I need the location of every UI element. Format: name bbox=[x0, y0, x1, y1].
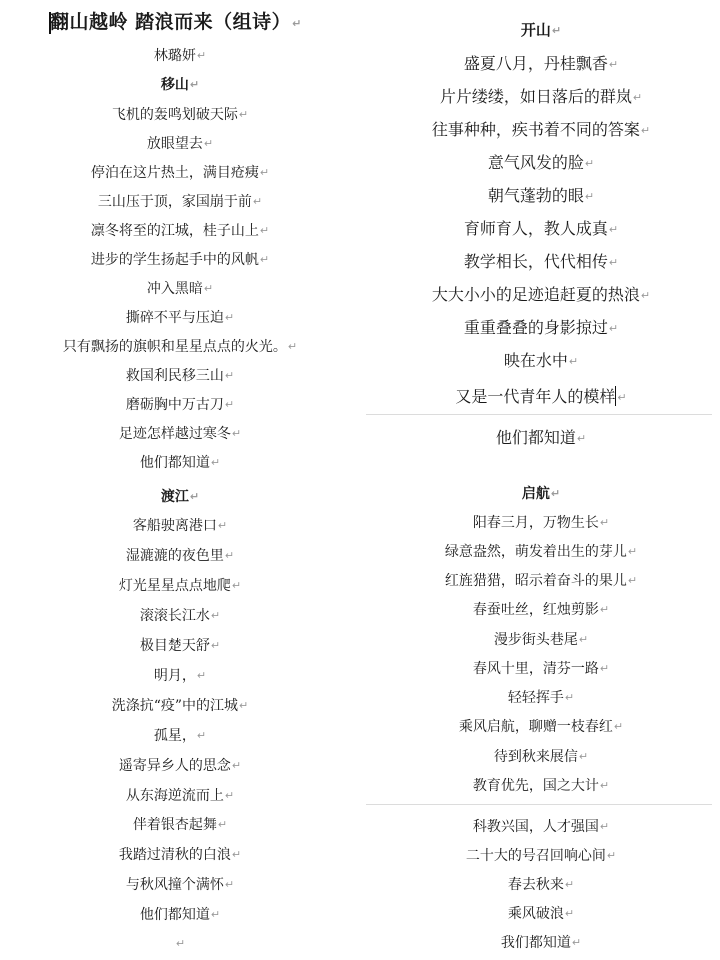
poem-line: 教育优先，国之大计↵ bbox=[472, 778, 610, 794]
paragraph-mark-icon: ↵ bbox=[224, 789, 235, 802]
paragraph-mark-icon: ↵ bbox=[189, 78, 200, 91]
poem-line: 明月，↵ bbox=[153, 668, 207, 684]
paragraph-mark-icon: ↵ bbox=[231, 848, 242, 861]
paragraph-mark-icon: ↵ bbox=[578, 750, 589, 763]
paragraph-mark-icon: ↵ bbox=[584, 157, 595, 170]
paragraph-mark-icon: ↵ bbox=[599, 603, 610, 616]
poem-line: 孤星，↵ bbox=[153, 728, 207, 744]
paragraph-mark-icon: ↵ bbox=[210, 908, 221, 921]
paragraph-mark-icon: ↵ bbox=[613, 720, 624, 733]
paragraph-mark-icon: ↵ bbox=[231, 579, 242, 592]
paragraph-mark-icon: ↵ bbox=[203, 282, 214, 295]
paragraph-mark-icon: ↵ bbox=[292, 17, 302, 30]
paragraph-mark-icon: ↵ bbox=[632, 91, 643, 104]
section-heading-kaishan: 开山↵ bbox=[520, 21, 562, 39]
poem-line: 大大小小的足迹追赶夏的热浪↵ bbox=[431, 285, 651, 304]
paragraph-mark-icon: ↵ bbox=[224, 398, 235, 411]
paragraph-mark-icon: ↵ bbox=[608, 58, 619, 71]
poem-line: 与秋风撞个满怀↵ bbox=[125, 877, 235, 893]
paragraph-mark-icon: ↵ bbox=[608, 322, 619, 335]
poem-line: 湿漉漉的夜色里↵ bbox=[125, 548, 235, 564]
poem-line: 意气风发的脸↵ bbox=[487, 153, 595, 172]
paragraph-mark-icon: ↵ bbox=[175, 937, 186, 950]
paragraph-mark-icon: ↵ bbox=[564, 878, 575, 891]
page-break-line bbox=[366, 804, 712, 805]
poem-line: 放眼望去↵ bbox=[146, 136, 214, 152]
poem-line: 停泊在这片热土，满目疮痍↵ bbox=[90, 165, 270, 181]
paragraph-mark-icon: ↵ bbox=[196, 729, 207, 742]
poem-line: 他们都知道↵ bbox=[139, 455, 221, 471]
paragraph-mark-icon: ↵ bbox=[224, 311, 235, 324]
poem-line: 红旌猎猎，昭示着奋斗的果儿↵ bbox=[444, 573, 638, 589]
poem-line: 重重叠叠的身影掠过↵ bbox=[463, 318, 619, 337]
poem-line: 绿意盎然，萌发着出生的芽儿↵ bbox=[444, 544, 638, 560]
paragraph-mark-icon: ↵ bbox=[564, 691, 575, 704]
paragraph-mark-icon: ↵ bbox=[231, 427, 242, 440]
poem-line: 灯光星星点点地爬↵ bbox=[118, 578, 242, 594]
paragraph-mark-icon: ↵ bbox=[217, 818, 228, 831]
paragraph-mark-icon: ↵ bbox=[576, 432, 587, 445]
poem-line: 飞机的轰鸣划破天际↵ bbox=[111, 107, 249, 123]
poem-line: 凛冬将至的江城，桂子山上↵ bbox=[90, 223, 270, 239]
poem-line: 遥寄异乡人的思念↵ bbox=[118, 758, 242, 774]
paragraph-mark-icon: ↵ bbox=[599, 779, 610, 792]
poem-line: 春去秋来↵ bbox=[507, 877, 575, 893]
poem-line: 朝气蓬勃的眼↵ bbox=[487, 186, 595, 205]
poem-line: 春风十里，清芬一路↵ bbox=[472, 661, 610, 677]
paragraph-mark-icon: ↵ bbox=[224, 878, 235, 891]
paragraph-mark-icon: ↵ bbox=[196, 669, 207, 682]
section-heading-dujiang: 渡江↵ bbox=[160, 489, 200, 505]
section-heading-qihang: 启航↵ bbox=[521, 486, 561, 502]
poem-line: 滚滚长江水↵ bbox=[139, 608, 221, 624]
paragraph-mark-icon: ↵ bbox=[259, 253, 270, 266]
poem-line: 我踏过清秋的白浪↵ bbox=[118, 847, 242, 863]
paragraph-mark-icon: ↵ bbox=[217, 519, 228, 532]
paragraph-mark-icon: ↵ bbox=[571, 936, 582, 949]
poem-line: 育师育人，教人成真↵ bbox=[463, 219, 619, 238]
paragraph-mark-icon: ↵ bbox=[627, 545, 638, 558]
poem-line: 往事种种，疾书着不同的答案↵ bbox=[431, 120, 651, 139]
poem-line: 春蚕吐丝，红烛剪影↵ bbox=[472, 602, 610, 618]
paragraph-mark-icon: ↵ bbox=[568, 355, 579, 368]
poem-line: 教学相长，代代相传↵ bbox=[463, 252, 619, 271]
page-break-line bbox=[366, 414, 712, 415]
paragraph-mark-icon: ↵ bbox=[550, 487, 561, 500]
paragraph-mark-icon: ↵ bbox=[196, 49, 207, 62]
poem-line: 只有飘扬的旗帜和星星点点的火光。↵ bbox=[62, 339, 298, 355]
author-name: 林璐妍↵ bbox=[153, 48, 207, 64]
paragraph-mark-icon: ↵ bbox=[617, 391, 627, 404]
paragraph-mark-icon: ↵ bbox=[584, 190, 595, 203]
paragraph-mark-icon: ↵ bbox=[608, 256, 619, 269]
paragraph-mark-icon: ↵ bbox=[210, 456, 221, 469]
poem-title: 翻山越岭 踏浪而来（组诗）↵ bbox=[50, 11, 302, 33]
poem-line: 乘风破浪↵ bbox=[507, 906, 575, 922]
paragraph-mark-icon: ↵ bbox=[231, 759, 242, 772]
poem-line: 映在水中↵ bbox=[503, 351, 579, 370]
poem-line: 客船驶离港口↵ bbox=[132, 518, 228, 534]
poem-line: 又是一代青年人的模样 ↵ bbox=[455, 387, 627, 406]
paragraph-mark-icon: ↵ bbox=[210, 609, 221, 622]
poem-line: 我们都知道↵ bbox=[500, 935, 582, 951]
paragraph-mark-icon: ↵ bbox=[252, 195, 263, 208]
poem-line: 盛夏八月，丹桂飘香↵ bbox=[463, 54, 619, 73]
paragraph-mark-icon: ↵ bbox=[551, 24, 562, 37]
poem-line: 从东海逆流而上↵ bbox=[125, 788, 235, 804]
poem-line: 极目楚天舒↵ bbox=[139, 638, 221, 654]
poem-line: 阳春三月，万物生长↵ bbox=[472, 515, 610, 531]
paragraph-mark-icon: ↵ bbox=[564, 907, 575, 920]
paragraph-mark-icon: ↵ bbox=[606, 849, 617, 862]
paragraph-mark-icon: ↵ bbox=[599, 516, 610, 529]
poem-line: 科教兴国，人才强国↵ bbox=[472, 819, 610, 835]
poem-line: 洗涤抗“疫”中的江城↵ bbox=[111, 698, 249, 714]
section-heading-yishan: 移山↵ bbox=[160, 77, 200, 93]
paragraph-mark-icon: ↵ bbox=[189, 490, 200, 503]
paragraph-mark-icon: ↵ bbox=[224, 369, 235, 382]
empty-paragraph bbox=[0, 937, 360, 951]
paragraph-mark-icon: ↵ bbox=[238, 108, 249, 121]
poem-line: 磨砺胸中万古刀↵ bbox=[125, 397, 235, 413]
poem-line: 冲入黑暗↵ bbox=[146, 281, 214, 297]
poem-line: 片片缕缕，如日落后的群岚↵ bbox=[439, 87, 643, 106]
paragraph-mark-icon: ↵ bbox=[640, 289, 651, 302]
paragraph-mark-icon: ↵ bbox=[578, 633, 589, 646]
poem-line: 进步的学生扬起手中的风帆↵ bbox=[90, 252, 270, 268]
paragraph-mark-icon: ↵ bbox=[287, 340, 298, 353]
paragraph-mark-icon: ↵ bbox=[239, 699, 249, 712]
paragraph-mark-icon: ↵ bbox=[203, 137, 214, 150]
paragraph-mark-icon: ↵ bbox=[608, 223, 619, 236]
paragraph-mark-icon: ↵ bbox=[259, 166, 270, 179]
poem-line: 二十大的号召回响心间↵ bbox=[465, 848, 617, 864]
paragraph-mark-icon: ↵ bbox=[210, 639, 221, 652]
poem-line: 三山压于顶，家国崩于前↵ bbox=[97, 194, 263, 210]
paragraph-mark-icon: ↵ bbox=[224, 549, 235, 562]
paragraph-mark-icon: ↵ bbox=[599, 820, 610, 833]
paragraph-mark-icon: ↵ bbox=[599, 662, 610, 675]
paragraph-mark-icon: ↵ bbox=[259, 224, 270, 237]
poem-line: 待到秋来展信↵ bbox=[493, 749, 589, 765]
poem-line: 乘风启航，聊赠一枝春红↵ bbox=[458, 719, 624, 735]
poem-line: 他们都知道↵ bbox=[495, 428, 587, 447]
poem-line: 漫步街头巷尾↵ bbox=[493, 632, 589, 648]
poem-line: 救国利民移三山↵ bbox=[125, 368, 235, 384]
poem-line: 伴着银杏起舞↵ bbox=[132, 817, 228, 833]
paragraph-mark-icon: ↵ bbox=[640, 124, 651, 137]
poem-line: 他们都知道↵ bbox=[139, 907, 221, 923]
poem-line: 足迹怎样越过寒冬↵ bbox=[118, 426, 242, 442]
poem-line: 轻轻挥手↵ bbox=[507, 690, 575, 706]
paragraph-mark-icon: ↵ bbox=[627, 574, 638, 587]
poem-line: 撕碎不平与压迫↵ bbox=[125, 310, 235, 326]
